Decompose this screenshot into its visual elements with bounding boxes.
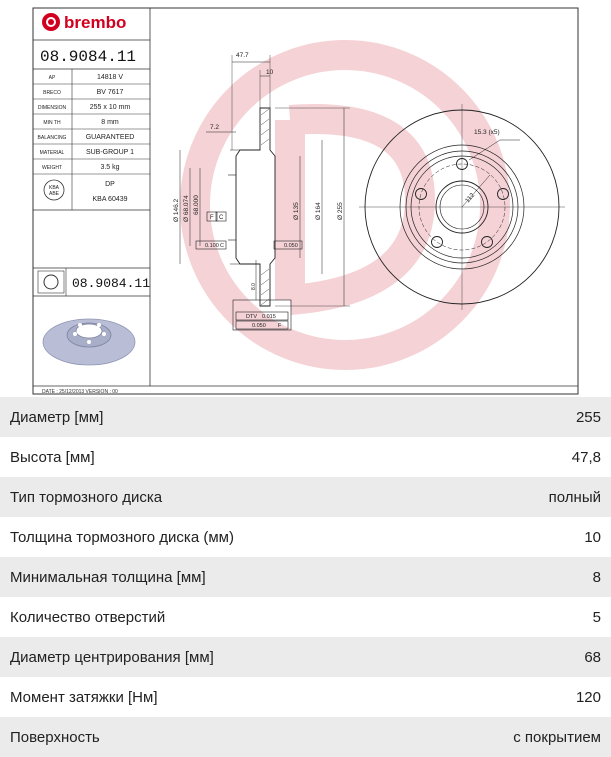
dim-d68074: Ø 68.074 xyxy=(183,195,190,222)
info-value: 8 mm xyxy=(101,119,119,126)
dim-d68000: 68.000 xyxy=(193,195,200,215)
spec-label: Высота [мм] xyxy=(10,448,95,466)
flatness-value: 0.050 xyxy=(252,323,266,329)
info-value: BV 7617 xyxy=(96,89,124,96)
spec-label: Минимальная толщина [мм] xyxy=(10,568,206,586)
dtv-value: 0.015 xyxy=(262,314,276,320)
info-label: BALANCING xyxy=(37,135,67,141)
info-label: WEIGHT xyxy=(42,165,62,171)
dim-hat-depth: 7.2 xyxy=(210,124,220,131)
info-label: MIN TH xyxy=(43,120,61,126)
dtv-label: DTV xyxy=(246,314,257,320)
kba-block xyxy=(44,180,128,203)
datum-f: F xyxy=(210,215,214,221)
spec-row xyxy=(0,437,611,477)
disc-icon xyxy=(44,275,58,289)
dim-d146: Ø 146.2 xyxy=(173,198,180,222)
part-number-footer: 08.9084.11 xyxy=(72,276,151,291)
spec-row xyxy=(0,557,611,597)
info-value: SUB-GROUP 1 xyxy=(85,149,135,156)
flatness-ref: F xyxy=(278,323,282,329)
spec-label: Момент затяжки [Нм] xyxy=(10,688,158,706)
spec-row xyxy=(0,517,611,557)
spec-row xyxy=(0,397,611,437)
info-label: MATERIAL xyxy=(39,150,65,156)
runout-1: 0.100 xyxy=(205,243,219,249)
info-value: GUARANTEED xyxy=(85,134,135,141)
spec-row xyxy=(0,717,611,757)
spec-value: 68 xyxy=(584,648,601,666)
spec-label: Диаметр [мм] xyxy=(10,408,104,426)
brembo-logo xyxy=(42,13,126,32)
datum-c: C xyxy=(219,215,224,221)
info-value: 255 x 10 mm xyxy=(89,104,131,111)
spec-table xyxy=(0,397,611,757)
spec-label: Количество отверстий xyxy=(10,608,166,626)
kba-dp: DP xyxy=(105,181,115,188)
spec-label: Диаметр центрирования [мм] xyxy=(10,648,214,666)
info-value: 3.5 kg xyxy=(100,164,120,171)
spec-value: 255 xyxy=(575,408,601,426)
part-number: 08.9084.11 xyxy=(40,48,137,66)
spec-value: 10 xyxy=(584,528,601,546)
spec-value: с покрытием xyxy=(513,728,601,746)
runout-1-ref: C xyxy=(220,243,224,249)
spec-row xyxy=(0,677,611,717)
spec-row xyxy=(0,637,611,677)
runout-2: 0.050 xyxy=(284,243,298,249)
dim-pcd: 112 xyxy=(464,191,477,205)
spec-row xyxy=(0,597,611,637)
spec-value: 5 xyxy=(592,608,601,626)
brand-name: brembo xyxy=(64,13,127,32)
info-label: AP xyxy=(48,75,56,81)
kba-number: KBA 60439 xyxy=(92,196,128,203)
bolt-hole xyxy=(432,237,443,248)
info-value: 14818 V xyxy=(96,74,124,81)
info-label: DIMENSION xyxy=(37,105,67,111)
dim-holes: 15.3 (x5) xyxy=(474,129,500,136)
spec-label: Тип тормозного диска xyxy=(10,488,163,506)
info-label: BRECO xyxy=(43,90,61,96)
spec-value: 47,8 xyxy=(571,448,601,466)
footer-date: DATE : 25/12/2013 VERSION : 00 xyxy=(42,389,118,395)
spec-label: Поверхность xyxy=(10,728,100,746)
spec-label: Толщина тормозного диска (мм) xyxy=(10,528,234,546)
dim-d135: Ø 135 xyxy=(293,202,300,220)
spec-value: 8 xyxy=(592,568,601,586)
dim-overall-height: 47.7 xyxy=(236,52,249,59)
dim-d164: Ø 164 xyxy=(315,202,322,220)
spec-value: полный xyxy=(548,488,601,506)
svg-text:ABE: ABE xyxy=(48,191,60,197)
dim-d255: Ø 255 xyxy=(337,202,344,220)
spec-value: 120 xyxy=(575,688,601,706)
min-thickness-tag: 8.0 xyxy=(251,283,257,290)
disc-render xyxy=(43,319,135,365)
svg-text:KBA: KBA xyxy=(48,185,60,191)
spec-row xyxy=(0,477,611,517)
footer-part xyxy=(38,268,150,296)
dim-thickness: 10 xyxy=(266,69,274,76)
